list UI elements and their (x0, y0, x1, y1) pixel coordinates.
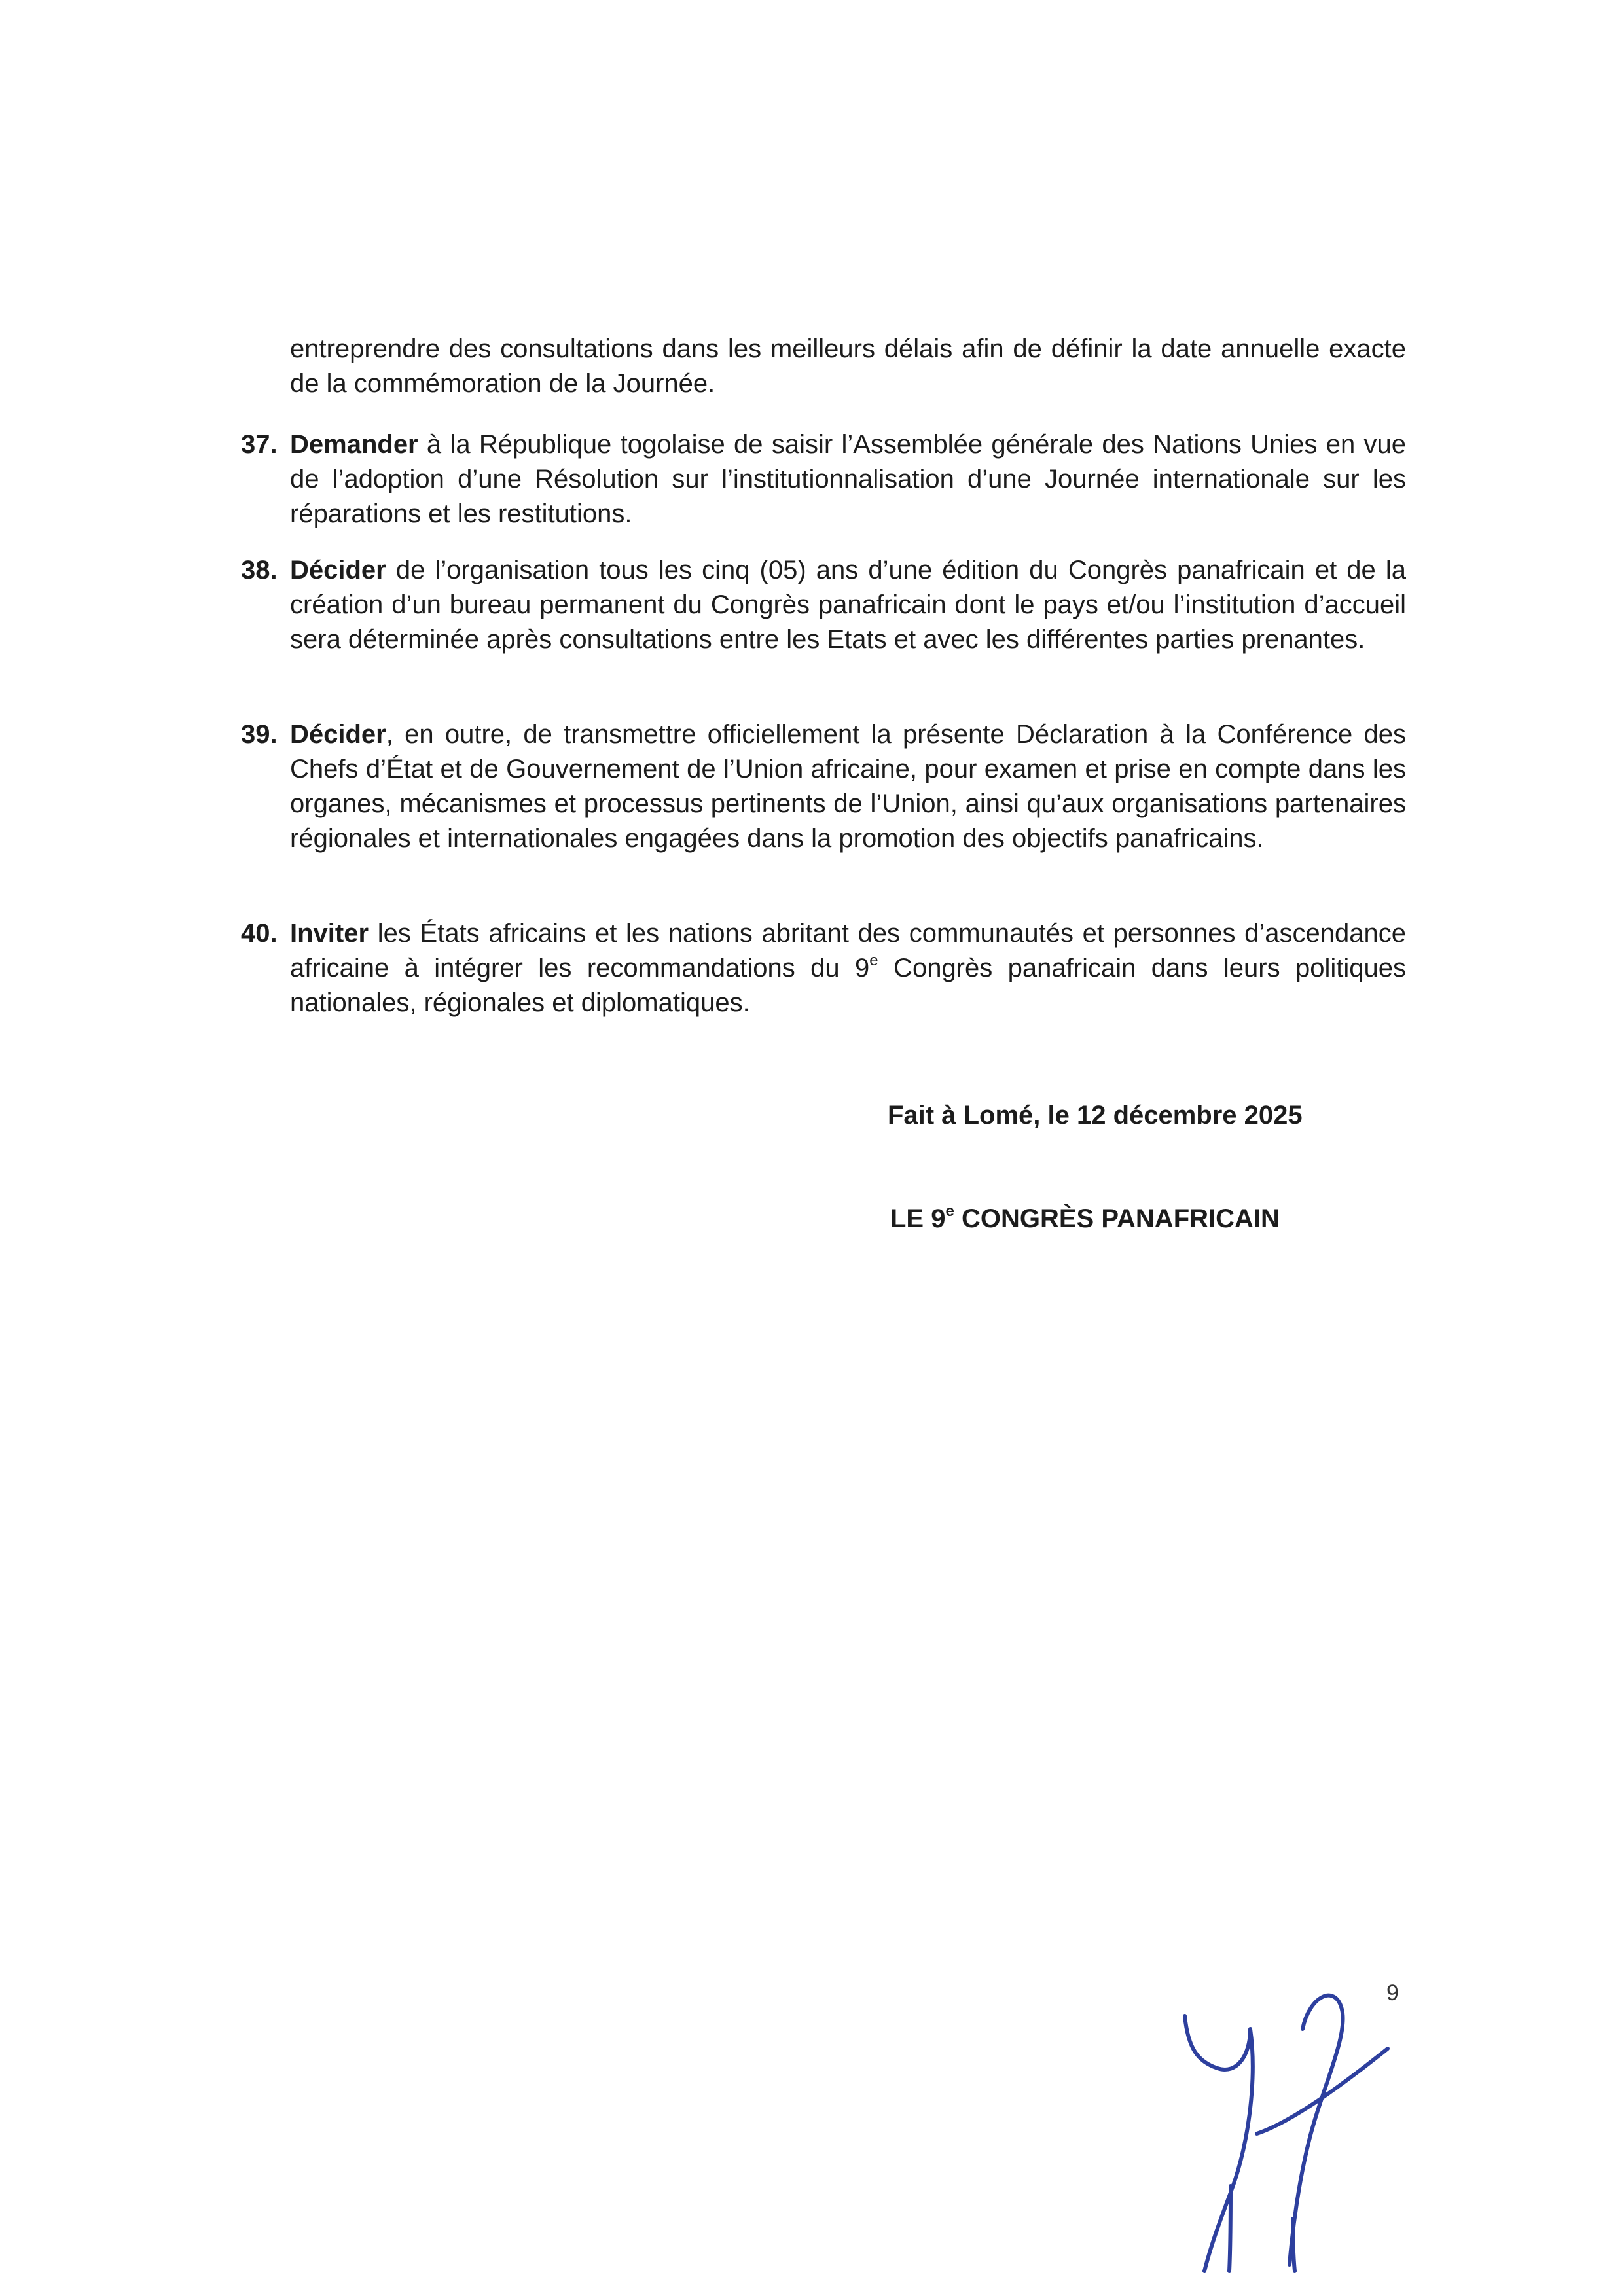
signatory-title (890, 1202, 1280, 1236)
item-body (290, 553, 1406, 657)
item-verb: Demander (290, 430, 418, 459)
signature-stroke (1185, 2016, 1253, 2271)
closing-place-date: Fait à Lomé, le 12 décembre 2025 (888, 1101, 1303, 1130)
signature-stroke (1229, 2186, 1231, 2271)
signatory-after: CONGRÈS PANAFRICAIN (954, 1204, 1280, 1233)
continuation-text: entreprendre des consultations dans les meilleurs délais afin de définir la date annuelle exacte de la commémoration de la Journée. (290, 334, 1406, 398)
item-body (290, 916, 1406, 1020)
signature-stroke (1293, 2219, 1295, 2271)
item-text: à la République togolaise de saisir l’Assemblée générale des Nations Unies en vue de l’adoption d’une Résolution sur l’institutionnalisation d’une Journée internationale sur les réparations et les restitutions. (290, 430, 1406, 528)
item-verb: Décider (290, 556, 386, 584)
item-text-before: les États africains et les nations abritant des communautés et personnes d’ascendance africaine à intégrer les recommandations du 9 (290, 919, 1406, 982)
item-text: , en outre, de transmettre officiellement la présente Déclaration à la Conférence des Chefs d’État et de Gouvernement de l’Union africaine, pour examen et prise en compte dans les organes, mécanismes et processus pertinents de l’Union, ainsi qu’aux organisations partenaires régionales et internationales engagées dans la promotion des objectifs panafricains. (290, 720, 1406, 853)
handwritten-initials-icon (1159, 1970, 1407, 2278)
item-text-after: Congrès panafricain dans leurs politiques nationales, régionales et diplomatiques. (290, 954, 1406, 1017)
item-number: 37. (241, 430, 278, 459)
item-number: 39. (241, 720, 278, 749)
page-number: 9 (1386, 1981, 1399, 2005)
item-verb: Décider (290, 720, 386, 749)
item-number: 40. (241, 919, 278, 948)
signatory-before: LE 9 (890, 1204, 946, 1233)
continuation-paragraph (290, 332, 1406, 401)
list-item (241, 553, 1406, 657)
list-item (241, 427, 1406, 531)
signature-stroke (1290, 1996, 1343, 2265)
item-body (290, 717, 1406, 856)
ordinal-suffix: e (869, 952, 878, 970)
signatory-ordinal: e (945, 1202, 954, 1221)
item-text: de l’organisation tous les cinq (05) ans d’une édition du Congrès panafricain et de la création d’un bureau permanent du Congrès panafricain dont le pays et/ou l’institution d’accueil sera déterminée après consultations entre les Etats et avec les différentes parties prenantes. (290, 556, 1406, 654)
list-item (241, 717, 1406, 856)
list-item (241, 916, 1406, 1020)
item-number: 38. (241, 556, 278, 584)
item-verb: Inviter (290, 919, 369, 948)
item-body (290, 427, 1406, 531)
